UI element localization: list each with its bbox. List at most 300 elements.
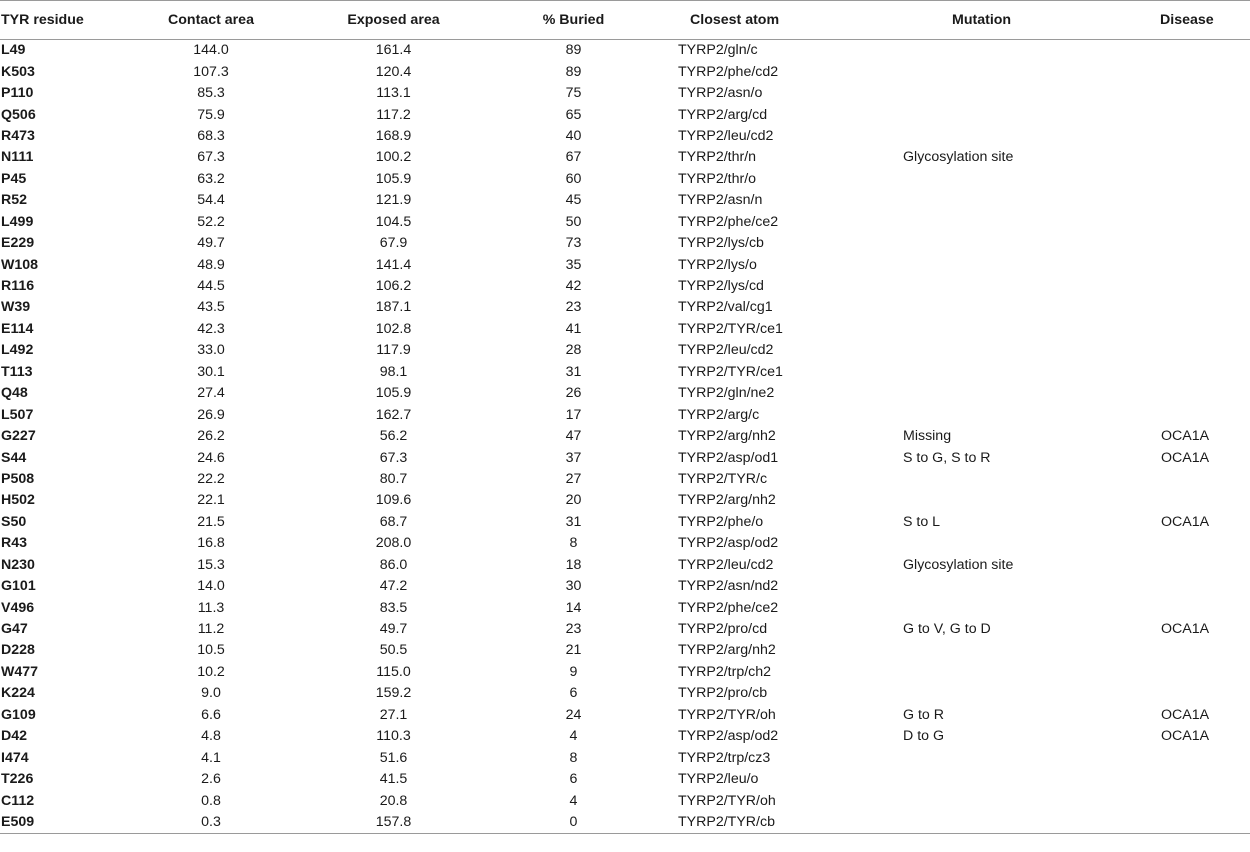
residue-cell: S44 — [1, 449, 27, 466]
table-row — [0, 190, 1250, 211]
exposed-area-cell: 41.5 — [379, 771, 408, 788]
percent-buried-cell: 23 — [565, 299, 582, 316]
percent-buried-cell: 17 — [565, 406, 582, 423]
residue-cell: E114 — [1, 320, 34, 337]
residue-cell: Q48 — [1, 385, 28, 402]
table-row — [0, 212, 1250, 233]
mutation-cell: S to G, S to R — [903, 449, 991, 466]
closest-atom-cell: TYRP2/gln/c — [678, 42, 758, 59]
table-row — [0, 812, 1250, 834]
header-closest-atom: Closest atom — [666, 1, 895, 40]
exposed-area-cell: 113.1 — [376, 85, 411, 102]
exposed-area-cell: 105.9 — [375, 170, 412, 187]
contact-area-cell: 2.6 — [201, 771, 221, 788]
contact-area-cell: 63.2 — [197, 170, 225, 187]
closest-atom-cell: TYRP2/trp/ch2 — [678, 663, 772, 680]
disease-cell — [1137, 297, 1250, 318]
residue-cell: S50 — [1, 513, 27, 530]
table-row — [0, 769, 1250, 790]
mutation-cell — [895, 297, 1137, 318]
disease-cell — [1137, 147, 1250, 168]
percent-buried-cell: 26 — [565, 385, 582, 402]
closest-atom-cell: TYRP2/leu/cd2 — [678, 127, 774, 144]
contact-area-cell: 9.0 — [201, 685, 221, 702]
table-row — [0, 40, 1250, 62]
mutation-cell — [895, 490, 1137, 511]
mutation-cell — [895, 383, 1137, 404]
contact-area-cell: 24.6 — [197, 449, 225, 466]
exposed-area-cell: 56.2 — [379, 428, 408, 445]
percent-buried-cell: 31 — [565, 363, 582, 380]
exposed-area-cell: 168.9 — [375, 127, 412, 144]
header-percent-buried: % Buried — [481, 1, 666, 40]
contact-area-cell: 6.6 — [201, 706, 221, 723]
exposed-area-cell: 110.3 — [376, 728, 411, 745]
exposed-area-cell: 104.5 — [375, 213, 412, 230]
residue-cell: L492 — [1, 342, 34, 359]
residue-cell: I474 — [1, 749, 29, 766]
disease-cell — [1137, 212, 1250, 233]
disease-cell — [1137, 790, 1250, 811]
exposed-area-cell: 20.8 — [379, 792, 408, 809]
table-row — [0, 233, 1250, 254]
percent-buried-cell: 67 — [565, 149, 582, 166]
closest-atom-cell: TYRP2/arg/c — [678, 406, 760, 423]
mutation-cell — [895, 40, 1137, 62]
table-row — [0, 126, 1250, 147]
closest-atom-cell: TYRP2/lys/cd — [678, 278, 764, 295]
exposed-area-cell: 109.6 — [375, 492, 412, 509]
contact-area-cell: 67.3 — [197, 149, 225, 166]
exposed-area-cell: 120.4 — [375, 63, 412, 80]
residue-cell: R43 — [1, 535, 28, 552]
contact-area-cell: 85.3 — [197, 85, 225, 102]
residue-cell: G101 — [1, 578, 36, 595]
mutation-cell — [895, 769, 1137, 790]
contact-area-cell: 11.2 — [197, 621, 225, 638]
header-disease: Disease — [1137, 1, 1250, 40]
disease-cell — [1137, 40, 1250, 62]
contact-area-cell: 43.5 — [197, 299, 225, 316]
closest-atom-cell: TYRP2/TYR/oh — [678, 792, 776, 809]
disease-cell — [1137, 340, 1250, 361]
disease-cell — [1137, 362, 1250, 383]
closest-atom-cell: TYRP2/asp/od1 — [678, 449, 779, 466]
exposed-area-cell: 159.2 — [375, 685, 412, 702]
percent-buried-cell: 24 — [565, 706, 582, 723]
table-body — [0, 40, 1250, 834]
closest-atom-cell: TYRP2/TYR/ce1 — [678, 320, 783, 337]
residue-cell: E509 — [0, 812, 116, 834]
percent-buried-cell: 47 — [565, 428, 582, 445]
disease-cell — [1137, 490, 1250, 511]
contact-area-cell: 22.1 — [197, 492, 225, 509]
exposed-area-cell: 105.9 — [375, 385, 412, 402]
header-exposed-area: Exposed area — [306, 1, 481, 40]
exposed-area-cell: 106.2 — [375, 278, 412, 295]
residue-cell: W477 — [1, 663, 39, 680]
residue-cell: T113 — [1, 363, 33, 380]
percent-buried-cell: 45 — [565, 192, 582, 209]
closest-atom-cell: TYRP2/lys/cb — [678, 235, 764, 252]
mutation-cell — [895, 212, 1137, 233]
contact-area-cell: 107.3 — [193, 63, 229, 80]
exposed-area-cell: 117.9 — [376, 342, 411, 359]
contact-area-cell: 14.0 — [197, 578, 225, 595]
disease-cell — [1137, 812, 1250, 834]
contact-area-cell: 21.5 — [197, 513, 225, 530]
residue-cell: D42 — [1, 728, 28, 745]
exposed-area-cell: 50.5 — [379, 642, 408, 659]
contact-area-cell: 44.5 — [197, 278, 225, 295]
mutation-cell — [895, 61, 1137, 82]
mutation-cell — [895, 662, 1137, 683]
percent-buried-cell: 21 — [565, 642, 582, 659]
table-row — [0, 619, 1250, 640]
disease-cell: OCA1A — [1161, 706, 1210, 723]
residue-cell: Q506 — [1, 106, 36, 123]
table-row — [0, 104, 1250, 125]
exposed-area-cell: 67.9 — [379, 235, 408, 252]
percent-buried-cell: 42 — [565, 278, 582, 295]
closest-atom-cell: TYRP2/leu/o — [678, 771, 759, 788]
table-row — [0, 383, 1250, 404]
closest-atom-cell: TYRP2/thr/o — [678, 170, 757, 187]
percent-buried-cell: 20 — [565, 492, 582, 509]
table-row — [0, 276, 1250, 297]
mutation-cell: G to V, G to D — [903, 621, 991, 638]
table-row — [0, 597, 1250, 618]
exposed-area-cell: 68.7 — [379, 513, 408, 530]
mutation-cell — [895, 126, 1137, 147]
residue-cell: K224 — [1, 685, 35, 702]
percent-buried-cell: 60 — [565, 170, 582, 187]
closest-atom-cell: TYRP2/phe/o — [678, 513, 764, 530]
exposed-area-cell: 98.1 — [379, 363, 408, 380]
contact-area-cell: 0.8 — [201, 792, 221, 809]
closest-atom-cell: TYRP2/asp/od2 — [678, 728, 779, 745]
mutation-cell: S to L — [903, 513, 941, 530]
contact-area-cell: 52.2 — [197, 213, 225, 230]
disease-cell — [1137, 533, 1250, 554]
closest-atom-cell: TYRP2/arg/nh2 — [678, 428, 776, 445]
contact-area-cell: 75.9 — [197, 106, 225, 123]
residue-cell: G109 — [1, 706, 36, 723]
table-row — [0, 426, 1250, 447]
percent-buried-cell: 6 — [569, 685, 578, 702]
percent-buried-cell: 89 — [565, 63, 582, 80]
residue-cell: T226 — [1, 771, 34, 788]
percent-buried-cell: 0 — [481, 812, 666, 834]
residue-cell: H502 — [1, 492, 35, 509]
percent-buried-cell: 35 — [565, 256, 582, 273]
disease-cell — [1137, 469, 1250, 490]
closest-atom-cell: TYRP2/thr/n — [678, 149, 757, 166]
contact-area-cell: 22.2 — [197, 470, 225, 487]
closest-atom-cell: TYRP2/phe/ce2 — [678, 213, 779, 230]
percent-buried-cell: 41 — [565, 320, 582, 337]
contact-area-cell: 4.1 — [201, 749, 221, 766]
closest-atom-cell: TYRP2/arg/nh2 — [678, 642, 776, 659]
disease-cell — [1137, 319, 1250, 340]
disease-cell — [1137, 640, 1250, 661]
disease-cell — [1137, 61, 1250, 82]
mutation-cell — [895, 747, 1137, 768]
mutation-cell — [895, 254, 1137, 275]
contact-area-cell: 15.3 — [197, 556, 225, 573]
closest-atom-cell: TYRP2/arg/cd — [678, 106, 768, 123]
disease-cell — [1137, 254, 1250, 275]
residue-cell: N230 — [1, 556, 35, 573]
percent-buried-cell: 50 — [565, 213, 582, 230]
table-row — [0, 147, 1250, 168]
percent-buried-cell: 4 — [569, 792, 578, 809]
percent-buried-cell: 75 — [565, 85, 582, 102]
disease-cell — [1137, 769, 1250, 790]
mutation-cell — [895, 790, 1137, 811]
residue-cell: D228 — [1, 642, 35, 659]
mutation-cell — [895, 233, 1137, 254]
disease-cell — [1137, 662, 1250, 683]
contact-area-cell: 26.2 — [197, 428, 225, 445]
residue-cell: N111 — [1, 149, 34, 166]
table-row — [0, 512, 1250, 533]
exposed-area-cell: 157.8 — [306, 812, 481, 834]
residue-cell: L49 — [1, 42, 26, 59]
table-row — [0, 362, 1250, 383]
contact-area-cell: 54.4 — [197, 192, 225, 209]
table-row — [0, 490, 1250, 511]
percent-buried-cell: 4 — [569, 728, 578, 745]
contact-area-cell: 16.8 — [197, 535, 225, 552]
exposed-area-cell: 83.5 — [379, 599, 408, 616]
contact-area-cell: 10.2 — [197, 663, 225, 680]
residue-cell: P45 — [1, 170, 27, 187]
disease-cell — [1137, 104, 1250, 125]
exposed-area-cell: 115.0 — [376, 663, 411, 680]
exposed-area-cell: 51.6 — [379, 749, 408, 766]
contact-area-cell: 11.3 — [197, 599, 225, 616]
exposed-area-cell: 141.4 — [375, 256, 412, 273]
contact-area-cell: 26.9 — [197, 406, 225, 423]
closest-atom-cell: TYRP2/pro/cb — [678, 685, 768, 702]
residue-cell: G227 — [1, 428, 36, 445]
mutation-cell — [895, 104, 1137, 125]
table-row — [0, 747, 1250, 768]
residue-cell: W39 — [1, 299, 31, 316]
mutation-cell — [895, 169, 1137, 190]
exposed-area-cell: 67.3 — [379, 449, 408, 466]
disease-cell: OCA1A — [1161, 513, 1210, 530]
disease-cell — [1137, 83, 1250, 104]
exposed-area-cell: 208.0 — [375, 535, 412, 552]
mutation-cell: Glycosylation site — [903, 556, 1014, 573]
residue-cell: W108 — [1, 256, 39, 273]
closest-atom-cell: TYRP2/phe/ce2 — [678, 599, 779, 616]
percent-buried-cell: 27 — [565, 470, 582, 487]
mutation-cell — [895, 597, 1137, 618]
exposed-area-cell: 102.8 — [375, 320, 412, 337]
contact-area-cell: 42.3 — [197, 320, 225, 337]
table-row — [0, 726, 1250, 747]
mutation-cell — [895, 190, 1137, 211]
percent-buried-cell: 8 — [569, 535, 578, 552]
disease-cell — [1137, 383, 1250, 404]
disease-cell — [1137, 233, 1250, 254]
table-row — [0, 169, 1250, 190]
closest-atom-cell: TYRP2/val/cg1 — [678, 299, 773, 316]
header-tyr-residue: TYR residue — [0, 1, 116, 40]
residue-cell: P508 — [1, 470, 35, 487]
closest-atom-cell: TYRP2/leu/cd2 — [678, 342, 774, 359]
residue-cell: R116 — [1, 278, 35, 295]
residue-cell: L499 — [1, 213, 34, 230]
table-row — [0, 297, 1250, 318]
contact-area-cell: 48.9 — [197, 256, 225, 273]
disease-cell: OCA1A — [1161, 621, 1210, 638]
exposed-area-cell: 86.0 — [379, 556, 408, 573]
contact-area-cell: 27.4 — [197, 385, 225, 402]
residue-cell: R473 — [1, 127, 35, 144]
mutation-cell — [895, 576, 1137, 597]
closest-atom-cell: TYRP2/TYR/cb — [666, 812, 895, 834]
disease-cell: OCA1A — [1161, 728, 1210, 745]
percent-buried-cell: 6 — [569, 771, 578, 788]
exposed-area-cell: 187.1 — [375, 299, 412, 316]
mutation-cell — [895, 683, 1137, 704]
table-row — [0, 340, 1250, 361]
mutation-cell — [895, 640, 1137, 661]
table-row — [0, 254, 1250, 275]
closest-atom-cell: TYRP2/TYR/ce1 — [678, 363, 783, 380]
percent-buried-cell: 8 — [569, 749, 578, 766]
residue-cell: L507 — [1, 406, 34, 423]
contact-area-cell: 30.1 — [197, 363, 225, 380]
mutation-cell — [895, 812, 1137, 834]
table-row — [0, 662, 1250, 683]
table-row — [0, 61, 1250, 82]
closest-atom-cell: TYRP2/TYR/c — [678, 470, 768, 487]
percent-buried-cell: 18 — [565, 556, 582, 573]
mutation-cell — [895, 319, 1137, 340]
percent-buried-cell: 73 — [565, 235, 582, 252]
mutation-cell: G to R — [903, 706, 944, 723]
table-row — [0, 447, 1250, 468]
percent-buried-cell: 40 — [565, 127, 582, 144]
percent-buried-cell: 31 — [565, 513, 582, 530]
residue-cell: R52 — [1, 192, 28, 209]
mutation-cell: Missing — [903, 428, 952, 445]
mutation-cell: Glycosylation site — [903, 149, 1014, 166]
table-header — [0, 1, 1250, 40]
residue-cell: E229 — [1, 235, 35, 252]
mutation-cell — [895, 276, 1137, 297]
residue-cell: C112 — [1, 792, 35, 809]
percent-buried-cell: 23 — [565, 621, 582, 638]
closest-atom-cell: TYRP2/gln/ne2 — [678, 385, 775, 402]
exposed-area-cell: 27.1 — [379, 706, 408, 723]
closest-atom-cell: TYRP2/pro/cd — [678, 621, 768, 638]
exposed-area-cell: 80.7 — [379, 470, 408, 487]
header-mutation: Mutation — [895, 1, 1137, 40]
mutation-cell — [895, 83, 1137, 104]
exposed-area-cell: 121.9 — [375, 192, 412, 209]
percent-buried-cell: 28 — [565, 342, 582, 359]
contact-area-cell: 0.3 — [116, 812, 306, 834]
table-row — [0, 790, 1250, 811]
closest-atom-cell: TYRP2/asn/nd2 — [678, 578, 779, 595]
closest-atom-cell: TYRP2/TYR/oh — [678, 706, 776, 723]
mutation-cell — [895, 469, 1137, 490]
exposed-area-cell: 162.7 — [375, 406, 412, 423]
disease-cell — [1137, 126, 1250, 147]
residue-cell: P110 — [1, 85, 34, 102]
table-row — [0, 83, 1250, 104]
disease-cell — [1137, 190, 1250, 211]
disease-cell — [1137, 404, 1250, 425]
table-row — [0, 319, 1250, 340]
disease-cell — [1137, 576, 1250, 597]
percent-buried-cell: 89 — [565, 42, 582, 59]
contact-area-cell: 33.0 — [197, 342, 225, 359]
disease-cell: OCA1A — [1161, 428, 1210, 445]
residue-cell: V496 — [1, 599, 35, 616]
closest-atom-cell: TYRP2/asp/od2 — [678, 535, 779, 552]
disease-cell — [1137, 747, 1250, 768]
table-row — [0, 683, 1250, 704]
contact-area-cell: 49.7 — [197, 235, 225, 252]
contact-area-cell: 10.5 — [197, 642, 225, 659]
closest-atom-cell: TYRP2/lys/o — [678, 256, 757, 273]
disease-cell: OCA1A — [1161, 449, 1210, 466]
table-row — [0, 705, 1250, 726]
exposed-area-cell: 161.4 — [375, 42, 412, 59]
disease-cell — [1137, 597, 1250, 618]
exposed-area-cell: 100.2 — [375, 149, 412, 166]
mutation-cell: D to G — [903, 728, 944, 745]
disease-cell — [1137, 555, 1250, 576]
closest-atom-cell: TYRP2/asn/n — [678, 192, 763, 209]
percent-buried-cell: 65 — [565, 106, 582, 123]
table-row — [0, 404, 1250, 425]
contact-area-cell: 4.8 — [201, 728, 221, 745]
closest-atom-cell: TYRP2/arg/nh2 — [678, 492, 776, 509]
percent-buried-cell: 9 — [569, 663, 578, 680]
exposed-area-cell: 47.2 — [379, 578, 408, 595]
mutation-cell — [895, 340, 1137, 361]
percent-buried-cell: 37 — [565, 449, 582, 466]
contact-area-cell: 144.0 — [193, 42, 229, 59]
residue-cell: G47 — [1, 621, 28, 638]
percent-buried-cell: 30 — [565, 578, 582, 595]
table-row — [0, 555, 1250, 576]
table-row — [0, 640, 1250, 661]
contact-area-cell: 68.3 — [197, 127, 225, 144]
exposed-area-cell: 49.7 — [379, 621, 408, 638]
table-row — [0, 533, 1250, 554]
closest-atom-cell: TYRP2/leu/cd2 — [678, 556, 774, 573]
closest-atom-cell: TYRP2/asn/o — [678, 85, 763, 102]
disease-cell — [1137, 169, 1250, 190]
mutation-cell — [895, 533, 1137, 554]
closest-atom-cell: TYRP2/phe/cd2 — [678, 63, 779, 80]
table-row — [0, 469, 1250, 490]
disease-cell — [1137, 276, 1250, 297]
exposed-area-cell: 117.2 — [376, 106, 411, 123]
table-row — [0, 576, 1250, 597]
header-contact-area: Contact area — [116, 1, 306, 40]
mutation-cell — [895, 404, 1137, 425]
